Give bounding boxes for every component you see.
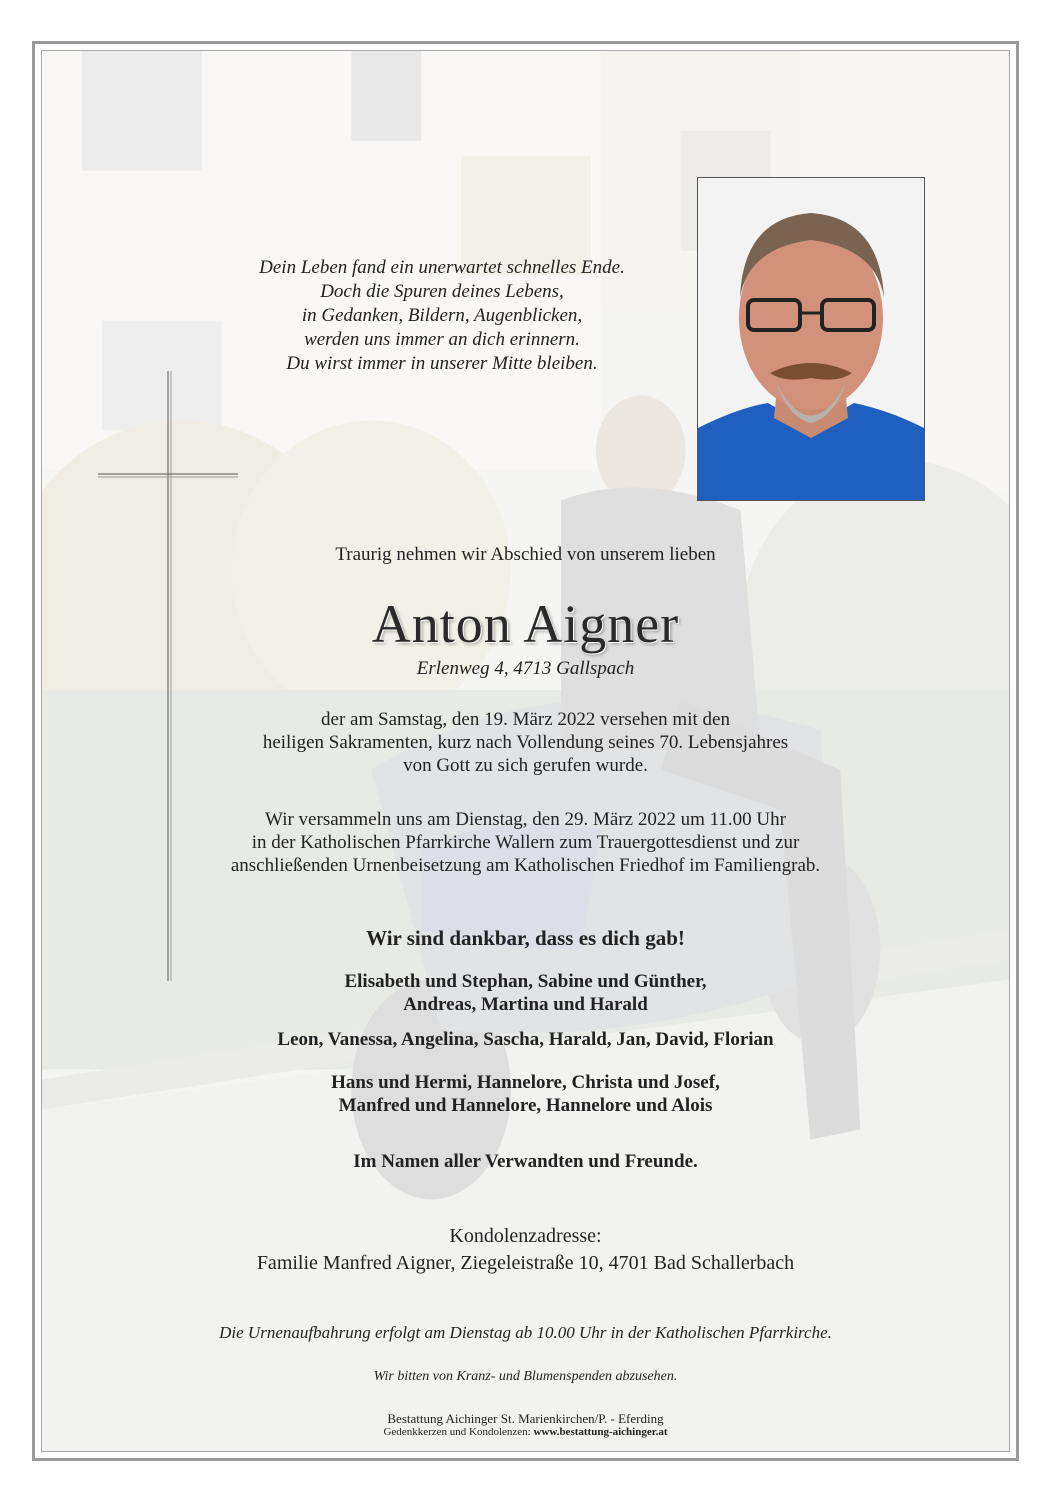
viewing-note: Die Urnenaufbahrung erfolgt am Dienstag ab 10.00 Uhr in der Katholischen Pfarrkirche. bbox=[219, 1323, 832, 1342]
flowers-note: Wir bitten von Kranz- und Blumenspenden abzusehen. bbox=[373, 1369, 678, 1384]
condolence-label: Kondolenzadresse: bbox=[449, 1225, 602, 1247]
ceremony-line: in der Katholischen Pfarrkirche Wallern zum Trauergottesdienst und zur bbox=[251, 832, 800, 853]
family-line: Hans und Hermi, Hannelore, Christa und Josef, bbox=[331, 1072, 720, 1093]
ceremony-info bbox=[42, 808, 1009, 877]
family-line: Manfred und Hannelore, Hannelore und Alois bbox=[338, 1095, 713, 1116]
family-siblings bbox=[42, 1071, 1009, 1117]
death-notice-line: heiligen Sakramenten, kurz nach Vollendung seines 70. Lebensjahres bbox=[262, 732, 789, 753]
footer-online bbox=[42, 1426, 1009, 1438]
poem-line: werden uns immer an dich erinnern. bbox=[304, 329, 580, 350]
portrait-photo bbox=[697, 177, 925, 501]
condolence-address: Familie Manfred Aigner, Ziegeleistraße 10, 4701 Bad Schallerbach bbox=[256, 1252, 795, 1274]
death-notice bbox=[42, 708, 1009, 777]
family-line: Andreas, Martina und Harald bbox=[403, 994, 648, 1015]
deceased-address: Erlenweg 4, 4713 Gallspach bbox=[416, 658, 635, 679]
family-relatives: Im Namen aller Verwandten und Freunde. bbox=[353, 1151, 698, 1172]
website-link[interactable]: www.bestattung-aichinger.at bbox=[533, 1426, 668, 1438]
intro-text: Traurig nehmen wir Abschied von unserem lieben bbox=[335, 544, 716, 565]
poem-line: Dein Leben fand ein unerwartet schnelles Ende. bbox=[259, 257, 625, 278]
ceremony-line: Wir versammeln uns am Dienstag, den 29. März 2022 um 11.00 Uhr bbox=[265, 809, 786, 830]
family-line: Elisabeth und Stephan, Sabine und Günther, bbox=[344, 971, 707, 992]
notice-card bbox=[41, 50, 1010, 1452]
family-grandchildren: Leon, Vanessa, Angelina, Sascha, Harald, Jan, David, Florian bbox=[277, 1029, 774, 1050]
undertaker-name: Bestattung Aichinger St. Marienkirchen/P. - Eferding bbox=[387, 1411, 664, 1426]
thanks-heading: Wir sind dankbar, dass es dich gab! bbox=[366, 926, 685, 950]
death-notice-line: der am Samstag, den 19. März 2022 versehen mit den bbox=[321, 709, 730, 730]
family-children bbox=[42, 970, 1009, 1016]
ceremony-line: anschließenden Urnenbeisetzung am Katholischen Friedhof im Familiengrab. bbox=[230, 855, 821, 876]
death-notice-line: von Gott zu sich gerufen wurde. bbox=[403, 755, 648, 776]
memorial-poem bbox=[192, 256, 692, 376]
poem-line: Doch die Spuren deines Lebens, bbox=[320, 281, 564, 302]
poem-line: in Gedanken, Bildern, Augenblicken, bbox=[301, 305, 583, 326]
footer-online-label: Gedenkkerzen und Kondolenzen: bbox=[383, 1426, 534, 1438]
poem-line: Du wirst immer in unserer Mitte bleiben. bbox=[286, 353, 598, 374]
deceased-name: Anton Aigner bbox=[371, 594, 680, 654]
